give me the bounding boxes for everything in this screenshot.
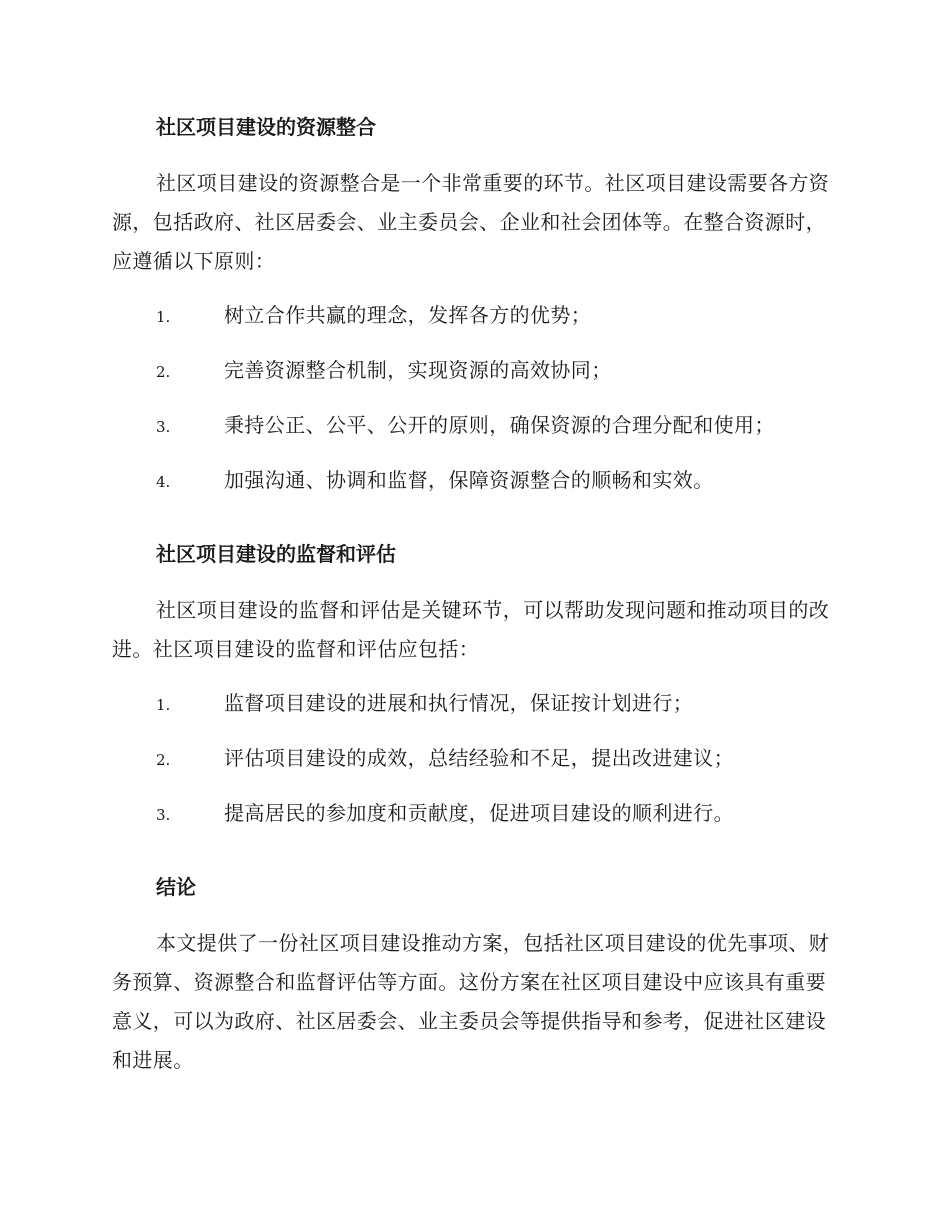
list-item bbox=[112, 464, 832, 519]
section-heading-supervision-evaluation: 社区项目建设的监督和评估 bbox=[156, 542, 396, 566]
list-item-text: 监督项目建设的进展和执行情况，保证按计划进行； bbox=[224, 691, 694, 715]
section-paragraph: 本文提供了一份社区项目建设推动方案，包括社区项目建设的优先事项、财务预算、资源整合和监督评估等方面。这份方案在社区项目建设中应该具有重要意义，可以为政府、社区居委会、业主委员会等提供指导和参考，促进社区建设和进展。 bbox=[112, 931, 830, 1072]
list-item-number: 2. bbox=[156, 751, 171, 769]
list-item bbox=[112, 687, 832, 742]
document-body bbox=[112, 108, 832, 1098]
list-item-number: 2. bbox=[156, 363, 171, 381]
list-item-text: 树立合作共赢的理念，发挥各方的优势； bbox=[224, 303, 592, 327]
list-item-number: 4. bbox=[156, 473, 171, 491]
list-item-number: 1. bbox=[156, 696, 171, 714]
list-item bbox=[112, 354, 832, 409]
list-item-number: 3. bbox=[156, 806, 171, 824]
section-paragraph: 社区项目建设的监督和评估是关键环节，可以帮助发现问题和推动项目的改进。社区项目建设的监督和评估应包括： bbox=[112, 598, 830, 661]
list-item bbox=[112, 409, 832, 464]
list-item-text: 提高居民的参加度和贡献度，促进项目建设的顺利进行。 bbox=[224, 801, 734, 825]
list-item-text: 秉持公正、公平、公开的原则，确保资源的合理分配和使用； bbox=[224, 413, 775, 437]
list-item-text: 加强沟通、协调和监督，保障资源整合的顺畅和实效。 bbox=[224, 468, 714, 492]
list-item-text: 完善资源整合机制，实现资源的高效协同； bbox=[224, 358, 612, 382]
numbered-list bbox=[112, 299, 832, 519]
section-heading-resource-integration: 社区项目建设的资源整合 bbox=[156, 115, 376, 139]
list-item bbox=[112, 299, 832, 354]
numbered-list bbox=[112, 687, 832, 852]
list-item-text: 评估项目建设的成效，总结经验和不足，提出改进建议； bbox=[224, 746, 734, 770]
section-paragraph: 社区项目建设的资源整合是一个非常重要的环节。社区项目建设需要各方资源，包括政府、社区居委会、业主委员会、企业和社会团体等。在整合资源时，应遵循以下原则： bbox=[112, 171, 830, 273]
list-item bbox=[112, 797, 832, 852]
list-item-number: 3. bbox=[156, 418, 171, 436]
section-heading-conclusion: 结论 bbox=[156, 875, 196, 899]
list-item-number: 1. bbox=[156, 308, 171, 326]
list-item bbox=[112, 742, 832, 797]
